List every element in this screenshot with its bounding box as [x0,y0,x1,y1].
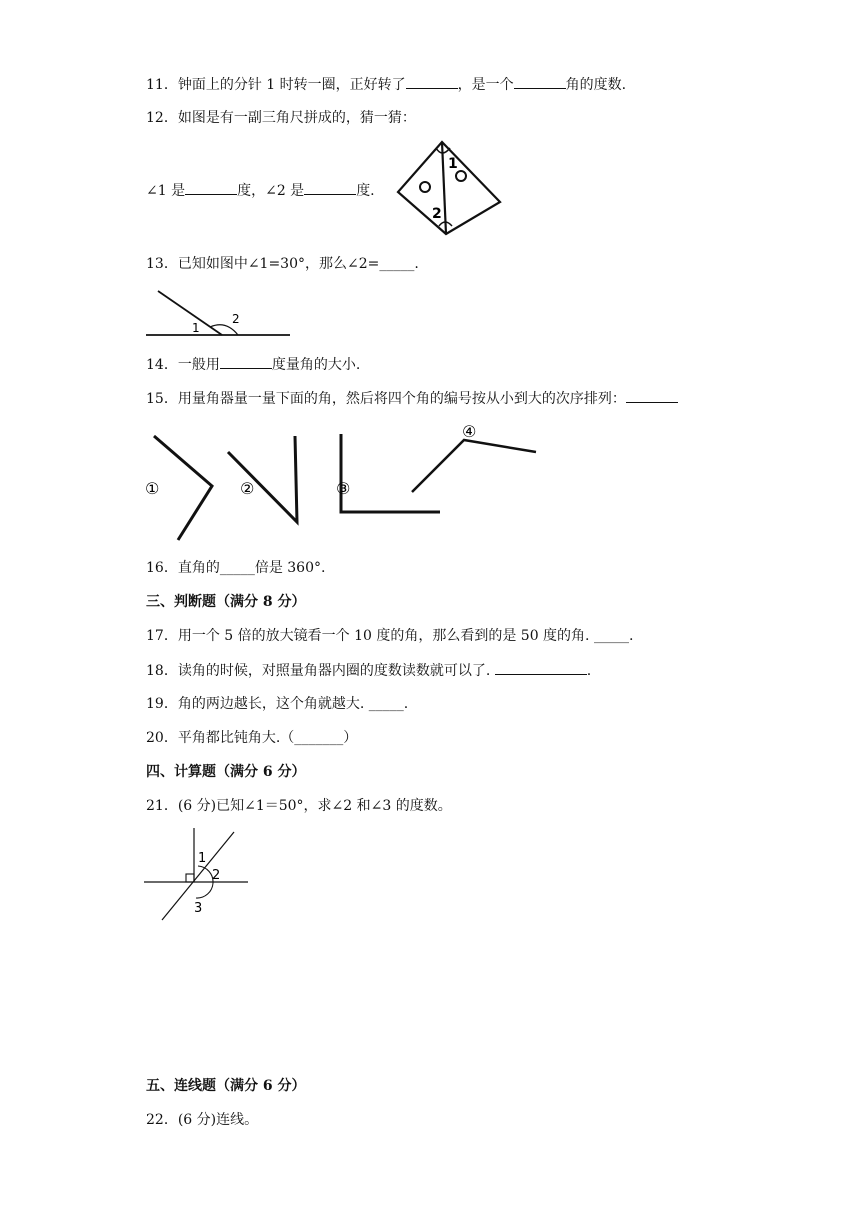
answer-blank[interactable] [185,180,237,195]
angle-1-label: 1 [198,851,207,866]
angle-label-2: ② [240,479,255,498]
answer-blank[interactable] [406,74,458,89]
angle-label-3: ③ [336,479,351,498]
angle-2-label: 2 [232,312,240,326]
angle-3-label: 3 [194,901,203,916]
intersecting-lines-figure [144,828,250,924]
question-14: 14．一般用 度量角的大小. [146,354,360,375]
question-19: 19．角的两边越长，这个角就越大. _____. [146,696,409,712]
answer-blank[interactable] [220,354,272,369]
angle-2-label: 2 [432,206,442,222]
question-12: 12．如图是有一副三角尺拼成的，猜一猜： [146,110,416,126]
answer-blank[interactable] [514,74,566,89]
answer-blank[interactable] [626,388,678,403]
angle-figure-13 [146,288,292,338]
angle-1-label: 1 [192,321,200,335]
question-12-answer: ∠1 是 度，∠2 是 度. [146,180,375,201]
question-11: 11．钟面上的分针 1 时转一圈，正好转了 ，是一个 角的度数. [146,74,626,95]
section-heading: 三、判断题（满分 8 分） [146,594,306,610]
angle-1-label: 1 [448,156,458,172]
angles-figure-15 [140,420,550,546]
question-15: 15．用量角器量一量下面的角，然后将四个角的编号按从小到大的次序排列： [146,388,678,409]
angle-2-label: 2 [212,868,221,883]
question-13: 13．已知如图中∠1=30°，那么∠2=_____. [146,256,419,272]
question-16: 16．直角的_____倍是 360°. [146,560,326,576]
question-21: 21．(6 分)已知∠1＝50°，求∠2 和∠3 的度数。 [146,798,452,814]
triangle-rulers-figure [392,138,504,238]
section-heading: 四、计算题（满分 6 分） [146,764,306,780]
angle-label-1: ① [145,479,160,498]
question-20: 20．平角都比钝角大.（_______） [146,730,358,746]
question-18: 18．读角的时候，对照量角器内圈的度数读数就可以了. . [146,660,591,681]
question-17: 17．用一个 5 倍的放大镜看一个 10 度的角，那么看到的是 50 度的角. _____. [146,628,634,644]
section-heading: 五、连线题（满分 6 分） [146,1078,306,1094]
question-22: 22．(6 分)连线。 [146,1112,259,1128]
answer-blank[interactable] [304,180,356,195]
answer-blank[interactable] [495,660,587,675]
angle-label-4: ④ [462,422,477,441]
